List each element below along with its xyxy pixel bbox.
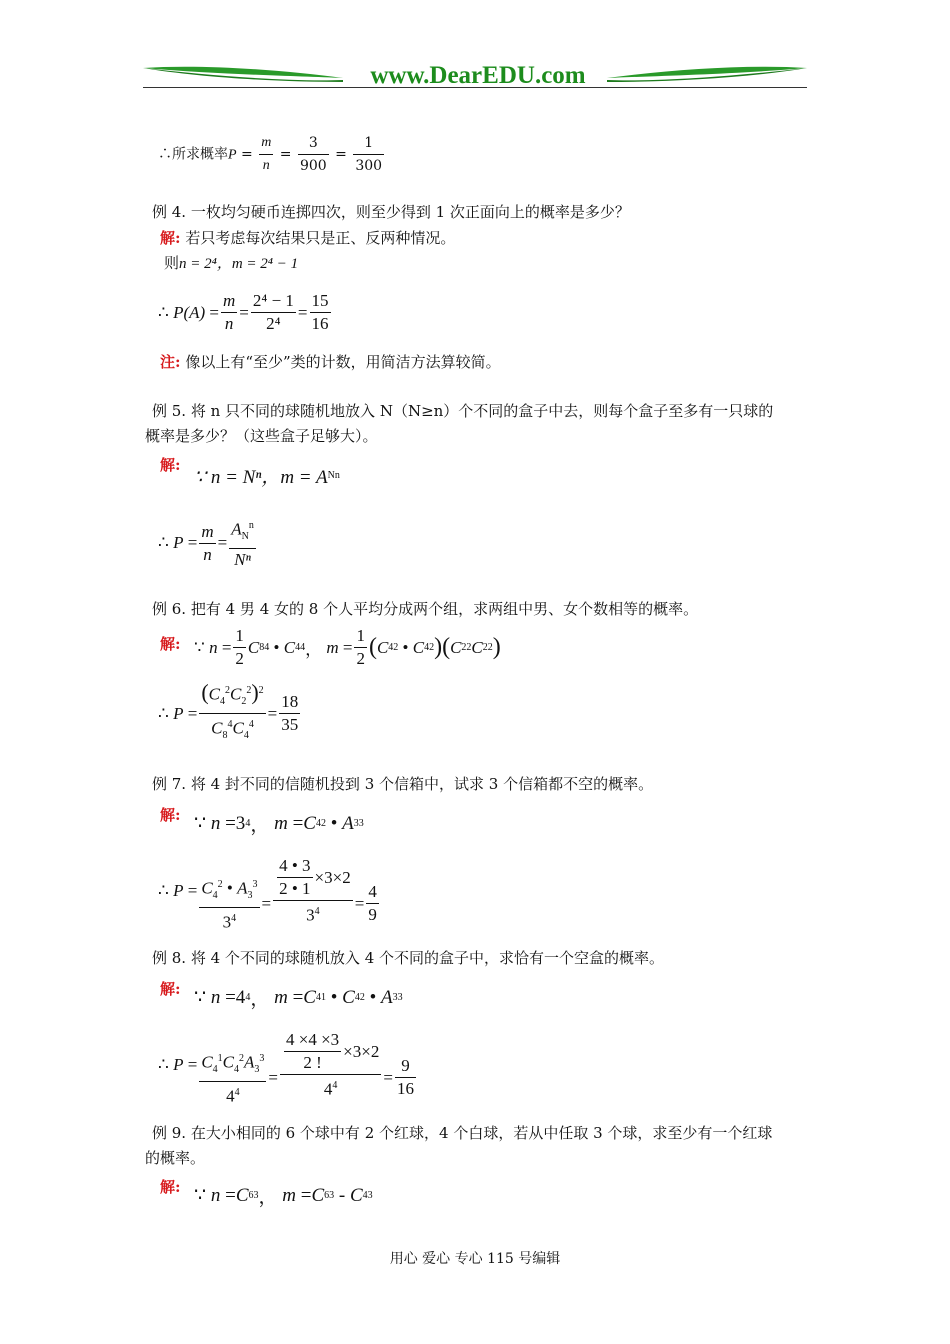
intro-frac-mn: $\frac{m}{n}$ <box>259 132 273 177</box>
ex6-frac-result: $\frac{18}{35}$ <box>281 692 299 735</box>
ex4-question: 例 4. 一枚均匀硬币连掷四次，则至少得到 1 次正面向上的概率是多少？ <box>152 203 630 221</box>
ex5-probability: ∴ P = $\frac{m}{n}$ = $\frac{A_N^n}{\text{Nⁿ}}$ <box>158 515 258 571</box>
intro-result: ∴所求概率P = $\frac{m}{n}$ = $\frac{3}{900}$ = $\frac{1}{300}$ <box>158 132 386 177</box>
ex5-question-1: 例 5. 将 n 只不同的球随机地放入 N（N≥n）个不同的盒子中去，则每个盒子至多有一只球的 <box>152 402 774 420</box>
ex9-eq1: ∵ n = C 6 3 ， m = C 6 3 - C 4 3 <box>194 1184 373 1208</box>
ex6-half-2: $\frac{1}{2}$ <box>356 626 365 668</box>
ex7-frac-result: $\frac{4}{9}$ <box>368 882 377 925</box>
intro-p: P <box>228 147 237 163</box>
ex4-note <box>160 352 501 372</box>
ex8-frac-result: $\frac{9}{16}$ <box>396 1056 414 1099</box>
ex8-question: 例 8. 将 4 个不同的球随机放入 4 个不同的盒子中，求恰有一个空盒的概率。 <box>152 949 665 967</box>
ex4-probability: ∴ P(A) = $\frac{m}{n}$ = $\frac{\text{2⁴ − 1}}{\text{2⁴}}$ = $\frac{15}{16}$ <box>158 291 329 333</box>
ex6-probability: ∴ P = $\frac{(C_4^2C_2^2)^2}{C_8^4C_4^4}$ = $\frac{18}{35}$ <box>158 680 302 747</box>
ex4-frac-power: $\frac{\text{2⁴ − 1}}{\text{2⁴}}$ <box>252 291 294 333</box>
ex4-sol-label: 解: <box>160 229 181 247</box>
ex4-note-text: 像以上有“至少”类的计数，用简洁方法算较简。 <box>185 353 501 371</box>
ex4-note-label: 注: <box>160 353 181 371</box>
ex8-frac-2: $\frac{4 \times 4 \times 3}{2 !}$ ×3×2 $4^4$ <box>280 1029 381 1101</box>
ex4-eq1: 则n = 2⁴，m = 2⁴ − 1 <box>164 254 299 272</box>
ex6-frac-combination: $\frac{(C_4^2C_2^2)^2}{C_8^4C_4^4}$ <box>201 679 264 742</box>
ex9-question-1: 例 9. 在大小相同的 6 个球中有 2 个红球，4 个白球，若从中任取 3 个球，求至少有一个红球 <box>152 1124 773 1142</box>
ex5-frac-result: $\frac{A_N^n}{\text{Nⁿ}}$ <box>229 515 256 571</box>
intro-frac-1-300: $\frac{1}{300}$ <box>353 132 384 177</box>
ex4-sol-text: 若只考虑每次结果只是正、反两种情况。 <box>185 229 456 247</box>
ex7-question: 例 7. 将 4 封不同的信随机投到 3 个信箱中，试求 3 个信箱都不空的概率。 <box>152 775 654 793</box>
ex9-question-2: 的概率。 <box>145 1149 206 1167</box>
ex6-half-1: $\frac{1}{2}$ <box>235 626 244 668</box>
ex7-frac-2: $\frac{4 • 3}{2 • 1}$ ×3×2 $3^4$ <box>273 855 353 927</box>
ex8-frac-1: $\frac{C_4^1C_4^2A_3^3}{4^4}$ <box>199 1022 266 1108</box>
ex6-question: 例 6. 把有 4 男 4 女的 8 个人平均分成两个组，求两组中男、女个数相等的概率。 <box>152 600 699 618</box>
site-logo-text: www.DearEDU.com <box>370 62 586 89</box>
ex8-sol-label: 解: <box>160 980 181 998</box>
ex5-sol-label: 解: <box>160 456 181 474</box>
ex9-sol-label: 解: <box>160 1178 181 1196</box>
ex7-frac-1: $\frac{C_4^2 • A_3^3}{3^4}$ <box>199 848 259 934</box>
ex7-probability: ∴ P = $\frac{C_4^2 • A_3^3}{3^4}$ = $\frac{4 • 3}{2 • 1}$ ×3×2 $3^4$ = $\frac{4}{9}$ <box>158 848 381 934</box>
ex8-probability: ∴ P = $\frac{C_4^1C_4^2A_3^3}{4^4}$ = $\frac{4 \times 4 \times 3}{2 !}$ ×3×2 $4^4$ = $\frac{9}{16}$ <box>158 1022 418 1108</box>
page-footer: 用心 爱心 专心 115 号编辑 <box>389 1251 561 1267</box>
header-rule <box>143 87 807 88</box>
ex8-eq1: ∵ n =4 4 ， m = C 4 1 • C 4 2 • A 3 3 <box>194 986 403 1010</box>
intro-frac-3-900: $\frac{3}{900}$ <box>298 132 329 177</box>
ex5-eq1: ∵ n = Nⁿ，m = A N n <box>194 467 340 488</box>
ex6-sol-label: 解: <box>160 635 181 653</box>
ex6-eq1: ∵ n = $\frac{1}{2}$ C 8 4 • C 4 4 ， m = $\frac{1}{2}$ ( C 4 2 • C 4 2 )( C 2 2 C 2 2 ) <box>194 626 501 668</box>
ex7-sol-label: 解: <box>160 806 181 824</box>
ex7-eq1: ∵ n =3 4 ， m = C 4 2 • A 3 3 <box>194 812 364 836</box>
intro-lead: ∴所求概率 <box>158 146 228 163</box>
ex5-question-2: 概率是多少？（这些盒子足够大）。 <box>145 427 378 445</box>
ex4-frac-mn: $\frac{m}{n}$ <box>223 291 236 333</box>
ex4-frac-result: $\frac{15}{16}$ <box>311 291 329 333</box>
ex4-eq1-text: n = 2⁴，m = 2⁴ − 1 <box>179 256 299 272</box>
ex5-frac-mn: $\frac{m}{n}$ <box>201 521 214 564</box>
ex4-solution <box>160 228 455 248</box>
